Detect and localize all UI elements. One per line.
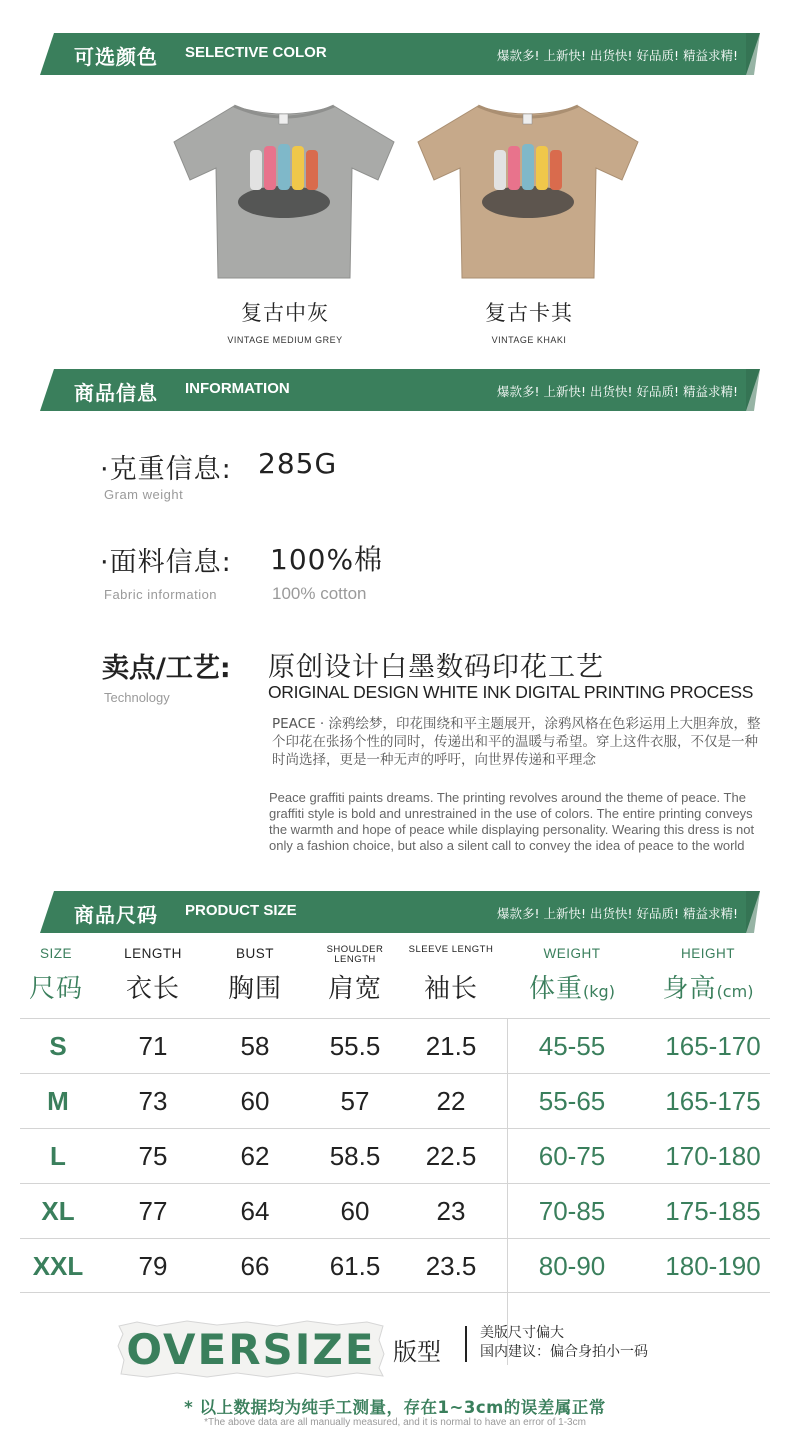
shirt-caption-khaki [419, 297, 639, 345]
header-shoulder: SHOULDER LENGTH 肩宽 [326, 944, 384, 1004]
cell-bust: 60 [240, 1086, 270, 1116]
tech-value-en: ORIGINAL DESIGN WHITE INK DIGITAL PRINTING PROCESS [268, 682, 754, 702]
cell-weight: 80-90 [538, 1251, 606, 1281]
cell-bust: 62 [240, 1141, 270, 1171]
section-slogan: 爆款多! 上新快! 出货快! 好品质! 精益求精! [497, 48, 738, 63]
cell-size: M [47, 1086, 69, 1116]
table-row [20, 1128, 770, 1183]
cell-shoulder: 57 [340, 1086, 370, 1116]
cell-sleeve: 23 [436, 1196, 466, 1226]
size-table-header [20, 945, 770, 1018]
header-size: SIZE 尺码 [28, 946, 83, 1004]
tech-label: 卖点/工艺: [102, 653, 231, 684]
shirt-caption-grey [175, 297, 395, 345]
section-title-en: PRODUCT SIZE [185, 902, 297, 919]
shirt-name-en: VINTAGE MEDIUM GREY [227, 335, 343, 345]
cell-weight: 55-65 [538, 1086, 606, 1116]
table-row [20, 1238, 770, 1293]
table-row [20, 1073, 770, 1128]
fabric-sublabel: Fabric information [104, 587, 218, 602]
header-sleeve: SLEEVE LENGTH 袖长 [408, 944, 494, 1004]
size-table [20, 945, 770, 1293]
fabric-value: 100%棉 [270, 543, 384, 576]
tech-description-cn: PEACE · 涂鸦绘梦，印花围绕和平主题展开，涂鸦风格在色彩运用上大胆奔放，整个印花在张扬个性的同时，传递出和平的温暖与希望。穿上这件衣服，不仅是一种时尚选择，更是一种无声的呼吁，向世界传递和平理念 [272, 716, 761, 768]
tech-sublabel: Technology [104, 690, 170, 705]
cell-shoulder: 55.5 [329, 1031, 381, 1061]
cell-length: 75 [138, 1141, 168, 1171]
cell-length: 71 [138, 1031, 168, 1061]
section-slogan: 爆款多! 上新快! 出货快! 好品质! 精益求精! [497, 906, 738, 921]
table-row [20, 1183, 770, 1238]
fit-description [480, 1324, 648, 1362]
cell-shoulder: 61.5 [329, 1251, 381, 1281]
shirt-image-khaki [416, 102, 641, 280]
header-weight: WEIGHT 体重(kg) [529, 946, 615, 1004]
section-title-cn: 商品尺码 [74, 903, 158, 927]
section-slogan: 爆款多! 上新快! 出货快! 好品质! 精益求精! [497, 384, 738, 399]
section-banner-color [40, 33, 760, 75]
cell-sleeve: 22 [436, 1086, 466, 1116]
cell-weight: 45-55 [538, 1031, 606, 1061]
section-banner-size [40, 891, 760, 933]
cell-size: S [49, 1031, 67, 1061]
cell-bust: 64 [240, 1196, 270, 1226]
fit-line-1: 美版尺寸偏大 [480, 1325, 564, 1341]
cell-size: XXL [32, 1251, 84, 1281]
fit-divider [465, 1326, 467, 1362]
cell-sleeve: 23.5 [425, 1251, 477, 1281]
header-height: HEIGHT 身高(cm) [662, 946, 754, 1004]
cell-size: XL [41, 1196, 75, 1226]
cell-sleeve: 22.5 [425, 1141, 477, 1171]
header-bust: BUST 胸围 [227, 946, 282, 1004]
cell-length: 77 [138, 1196, 168, 1226]
section-title-en: INFORMATION [185, 380, 290, 397]
section-title-cn: 商品信息 [74, 381, 158, 405]
fabric-label: ·面料信息: [100, 547, 232, 578]
shirt-image-grey [172, 102, 397, 280]
weight-label: ·克重信息: [100, 454, 232, 485]
tech-description-en: Peace graffiti paints dreams. The printing revolves around the theme of peace. The graffiti style is bold and unrestrained in the use of colors. The entire printing conveys the warmth and hope of peace while displaying personality. Wearing this dress is not only a fashion choice, but also a silent call to convey the idea of peace to the world [269, 790, 755, 853]
fit-line-2: 国内建议：偏合身拍小一码 [480, 1344, 648, 1360]
cell-height: 175-185 [665, 1196, 761, 1226]
weight-sublabel: Gram weight [104, 487, 184, 502]
cell-size: L [50, 1141, 66, 1171]
cell-shoulder: 58.5 [329, 1141, 381, 1171]
section-banner-info [40, 369, 760, 411]
cell-bust: 66 [240, 1251, 270, 1281]
oversize-text: OVERSIZE [126, 1325, 376, 1374]
fit-label: 版型 [393, 1338, 441, 1366]
measurement-note-cn: * 以上数据均为纯手工测量，存在1~3cm的误差属正常 [184, 1398, 606, 1417]
shirt-name-en: VINTAGE KHAKI [491, 335, 567, 345]
tech-value: 原创设计白墨数码印花工艺 [268, 652, 604, 683]
header-length: LENGTH 衣长 [124, 946, 182, 1004]
cell-length: 73 [138, 1086, 168, 1116]
cell-length: 79 [138, 1251, 168, 1281]
cell-sleeve: 21.5 [425, 1031, 477, 1061]
cell-height: 165-170 [665, 1031, 761, 1061]
cell-weight: 60-75 [538, 1141, 606, 1171]
size-table-body [20, 1018, 770, 1293]
section-title-en: SELECTIVE COLOR [185, 44, 327, 61]
cell-shoulder: 60 [340, 1196, 370, 1226]
shirt-name-cn: 复古卡其 [485, 301, 573, 325]
section-title-cn: 可选颜色 [74, 45, 158, 69]
shirt-name-cn: 复古中灰 [241, 301, 329, 325]
cell-bust: 58 [240, 1031, 270, 1061]
weight-value: 285G [258, 447, 338, 480]
cell-height: 170-180 [665, 1141, 761, 1171]
table-row [20, 1018, 770, 1073]
measurement-note-en: *The above data are all manually measured, and it is normal to have an error of 1-3cm [204, 1417, 586, 1428]
fabric-value-sub: 100% cotton [272, 584, 367, 603]
oversize-badge [117, 1320, 385, 1378]
cell-weight: 70-85 [538, 1196, 606, 1226]
cell-height: 180-190 [665, 1251, 761, 1281]
cell-height: 165-175 [665, 1086, 761, 1116]
